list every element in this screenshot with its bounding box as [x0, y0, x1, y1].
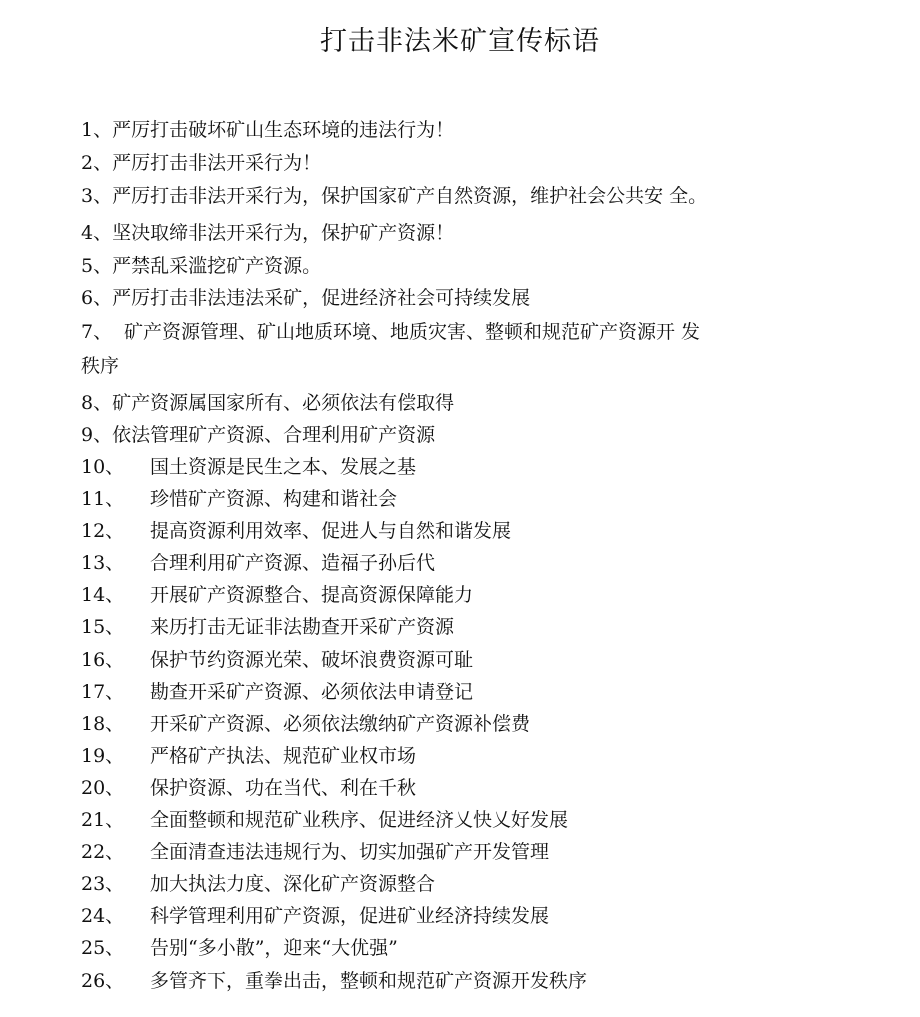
- slogan-number: 15、: [81, 616, 125, 638]
- slogan-text: 严厉打击破坏矿山生态环境的违法行为！: [112, 119, 455, 141]
- slogan-item-13: [81, 551, 435, 575]
- slogan-number: 26、: [81, 970, 125, 992]
- slogan-number: 3、: [81, 185, 113, 207]
- slogan-text: 保护节约资源光荣、破坏浪费资源可耻: [150, 649, 474, 671]
- slogan-text: 坚决取缔非法开采行为，保护矿产资源！: [112, 222, 455, 244]
- slogan-text: 国土资源是民生之本、发展之基: [150, 456, 417, 478]
- slogan-number: 4、: [81, 222, 113, 244]
- slogan-item-5: [81, 254, 321, 278]
- slogan-item-14: [81, 583, 473, 607]
- slogan-text-continuation: 秩序: [81, 355, 120, 377]
- slogan-item-9: [81, 423, 435, 447]
- slogan-number: 10、: [81, 456, 125, 478]
- slogan-number: 21、: [81, 809, 125, 831]
- slogan-number: 24、: [81, 905, 125, 927]
- slogan-number: 7、: [81, 321, 113, 343]
- slogan-item-21: [81, 808, 568, 832]
- slogan-item-22: [81, 840, 549, 864]
- slogan-text: 科学管理利用矿产资源，促进矿业经济持续发展: [150, 905, 550, 927]
- slogan-item-17: [81, 680, 473, 704]
- slogan-text: 合理利用矿产资源、造福子孙后代: [150, 552, 436, 574]
- slogan-item-16: [81, 648, 473, 672]
- slogan-item-11: [81, 487, 397, 511]
- slogan-item-24: [81, 904, 549, 928]
- slogan-number: 1、: [81, 119, 113, 141]
- slogan-text: 矿产资源属国家所有、必须依法有偿取得: [112, 392, 455, 414]
- slogan-item-7: [81, 320, 700, 344]
- slogan-number: 9、: [81, 424, 113, 446]
- slogan-number: 22、: [81, 841, 125, 863]
- slogan-text: 严厉打击非法开采行为，保护国家矿产自然资源，维护社会公共安 全。: [112, 185, 708, 207]
- slogan-item-4: [81, 221, 454, 245]
- slogan-number: 13、: [81, 552, 125, 574]
- slogan-item-23: [81, 872, 435, 896]
- slogan-number: 6、: [81, 287, 113, 309]
- slogan-item-25: [81, 936, 398, 960]
- slogan-number: 20、: [81, 777, 125, 799]
- slogan-number: 2、: [81, 152, 113, 174]
- slogan-text: 严禁乱采滥挖矿产资源。: [112, 255, 322, 277]
- slogan-item-15: [81, 615, 454, 639]
- slogan-number: 8、: [81, 392, 113, 414]
- slogan-text: 严厉打击非法违法采矿，促进经济社会可持续发展: [112, 287, 531, 309]
- slogan-text: 保护资源、功在当代、利在千秋: [150, 777, 417, 799]
- slogan-item-20: [81, 776, 416, 800]
- slogan-text: 依法管理矿产资源、合理利用矿产资源: [112, 424, 436, 446]
- slogan-item-2: [81, 151, 321, 175]
- slogan-number: 23、: [81, 873, 125, 895]
- slogan-text: 勘查开采矿产资源、必须依法申请登记: [150, 681, 474, 703]
- slogan-number: 25、: [81, 937, 125, 959]
- slogan-text: 珍惜矿产资源、构建和谐社会: [150, 488, 398, 510]
- slogan-item-19: [81, 744, 416, 768]
- slogan-item-26: [81, 969, 587, 993]
- slogan-text: 严厉打击非法开采行为！: [112, 152, 322, 174]
- slogan-item-3: [81, 184, 707, 208]
- slogan-number: 17、: [81, 681, 125, 703]
- slogan-number: 11、: [81, 488, 125, 510]
- slogan-item-8: [81, 391, 454, 415]
- slogan-number: 14、: [81, 584, 125, 606]
- slogan-text: 加大执法力度、深化矿产资源整合: [150, 873, 436, 895]
- slogan-text: 告别“多小散”，迎来“大优强”: [150, 937, 398, 959]
- slogan-number: 5、: [81, 255, 113, 277]
- slogan-item-6: [81, 286, 530, 310]
- slogan-item-1: [81, 118, 454, 142]
- slogan-item-12: [81, 519, 511, 543]
- slogan-number: 12、: [81, 520, 125, 542]
- slogan-text: 严格矿产执法、规范矿业权市场: [150, 745, 417, 767]
- slogan-text: 全面清查违法违规行为、切实加强矿产开发管理: [150, 841, 550, 863]
- slogan-text: 开采矿产资源、必须依法缴纳矿产资源补偿费: [150, 713, 531, 735]
- slogan-text: 多管齐下，重拳出击，整顿和规范矿产资源开发秩序: [150, 970, 588, 992]
- slogan-text: 提高资源利用效率、促进人与自然和谐发展: [150, 520, 512, 542]
- slogan-item-18: [81, 712, 530, 736]
- slogan-number: 19、: [81, 745, 125, 767]
- slogan-item-10: [81, 455, 416, 479]
- document-title: 打击非法米矿宣传标语: [320, 26, 600, 57]
- slogan-number: 18、: [81, 713, 125, 735]
- slogan-text: 来历打击无证非法勘查开采矿产资源: [150, 616, 455, 638]
- slogan-number: 16、: [81, 649, 125, 671]
- slogan-text: 开展矿产资源整合、提高资源保障能力: [150, 584, 474, 606]
- slogan-text: 矿产资源管理、矿山地质环境、地质灾害、整顿和规范矿产资源开 发: [124, 321, 701, 343]
- slogan-text: 全面整顿和规范矿业秩序、促进经济乂快乂好发展: [150, 809, 569, 831]
- slogan-item-7-continuation: [81, 354, 119, 378]
